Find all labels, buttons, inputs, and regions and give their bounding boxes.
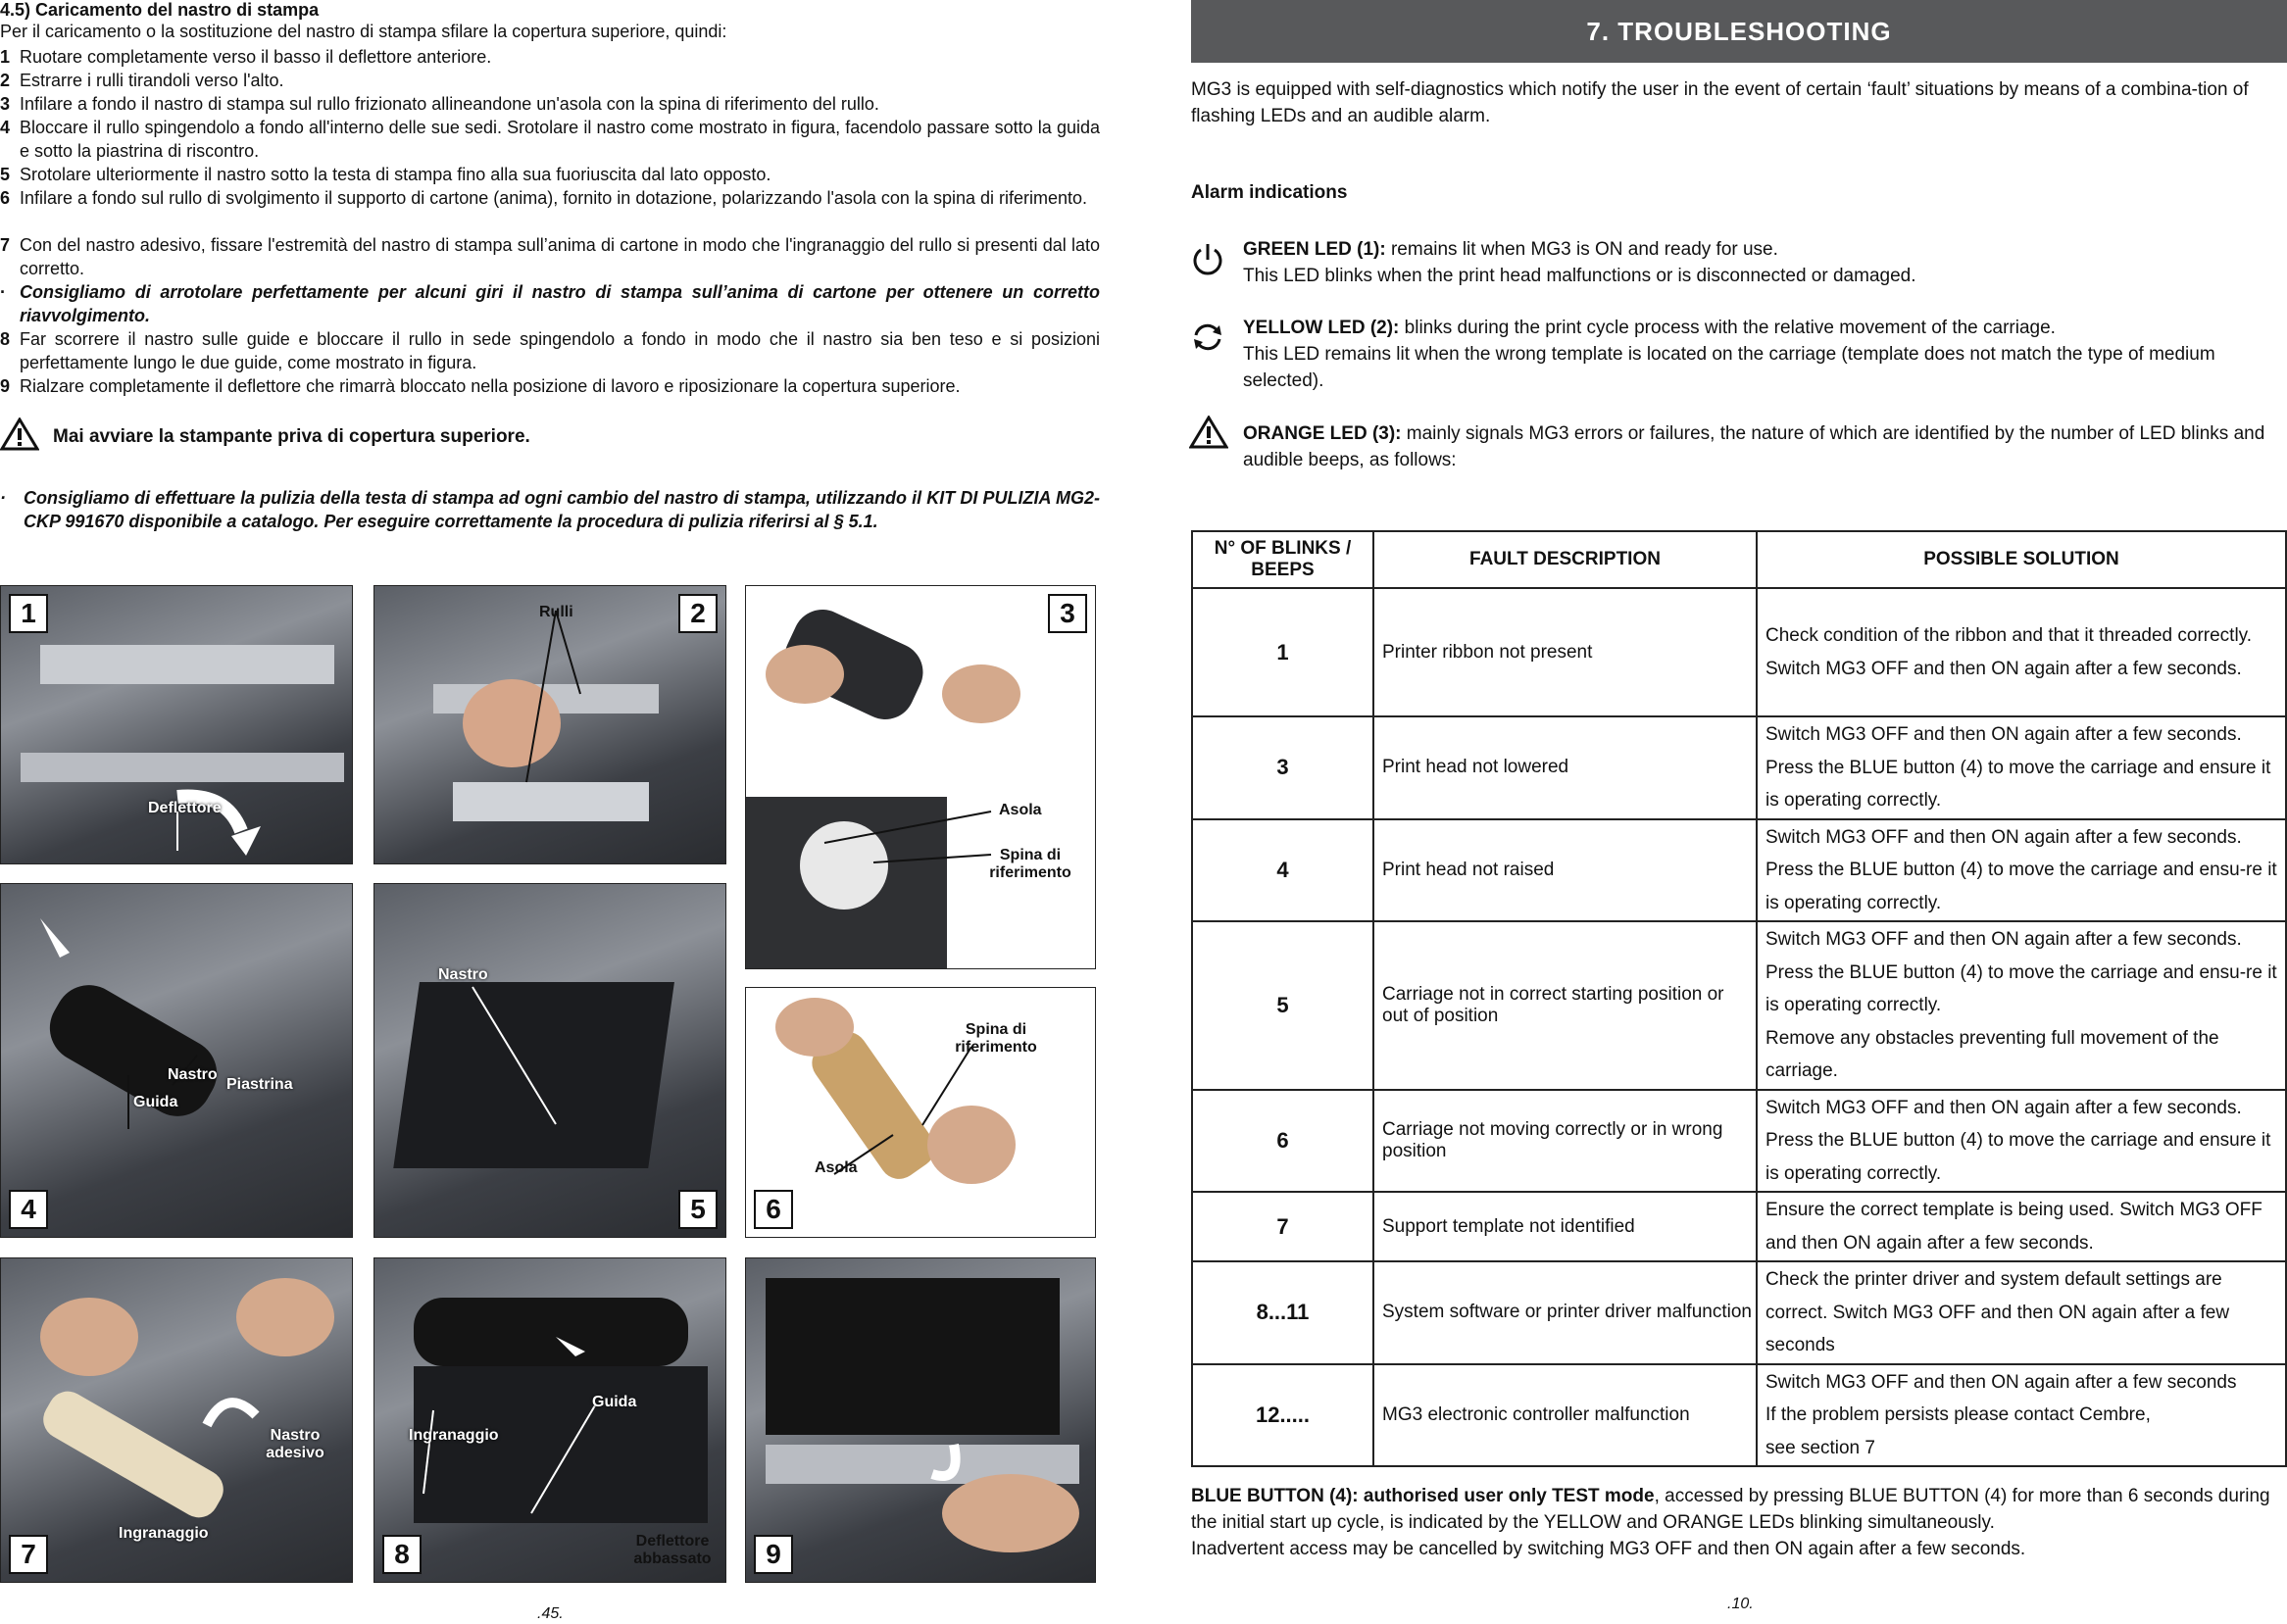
blink-count: 4 [1192,819,1373,922]
callout-label: Guida [133,1094,178,1110]
fault-description: Printer ribbon not present [1373,588,1757,716]
step-item [0,327,1100,374]
solution [1757,1261,2286,1364]
solution-line: Press the BLUE button (4) to move the carriage and ensu-re it is operating correctly. [1765,860,2277,913]
callout-label: Ingranaggio [409,1427,499,1444]
led-text: mainly signals MG3 errors or failures, the nature of which are identified by the number of LED blinks and audible beeps, as follows: [1243,423,2265,470]
rollers-illustration [374,586,725,863]
callout-label: Asola [999,802,1042,818]
photo-number: 5 [678,1190,718,1229]
blink-count: 5 [1192,921,1373,1090]
photo-step-6 [745,987,1096,1238]
table-row [1192,588,2286,716]
photo-number: 9 [754,1535,793,1574]
step-text: Infilare a fondo sul rullo di svolgimento il supporto di cartone (anima), fornito in dotazione, polarizzando l'asola con la spina di riferimento. [20,188,1088,208]
callout-label: Spina di riferimento [989,847,1071,881]
fault-description: Print head not raised [1373,819,1757,922]
warning-text: Mai avviare la stampante priva di copertura superiore. [53,426,530,447]
solution-line: Ensure the correct template is being used. Switch MG3 OFF and then ON again after a few seconds. [1765,1200,2262,1254]
solution [1757,819,2286,922]
blink-count: 7 [1192,1192,1373,1261]
step-item [0,163,1100,186]
led-orange [1243,420,2282,473]
photo-step-1 [0,585,353,864]
alarm-title: Alarm indications [1191,182,1348,203]
step-text: Infilare a fondo il nastro di stampa sul rullo frizionato allineandone un'asola con la spina di riferimento del rullo. [20,94,879,114]
solution-line: Switch MG3 OFF and then ON again after a few seconds [1765,1371,2237,1393]
photo-step-5 [373,883,726,1238]
table-row [1192,1090,2286,1193]
photo-number: 1 [9,594,48,633]
fault-table [1191,530,2287,1467]
led-text: remains lit when MG3 is ON and ready for use. [1385,239,1778,260]
solution-line: Switch MG3 OFF and then ON again after a few seconds. [1765,929,2242,950]
column-header-blinks [1192,531,1373,588]
step-item [0,374,1100,398]
blue-button-note [1191,1483,2287,1562]
callout-label: Guida [592,1394,637,1410]
step-item [0,92,1100,116]
bullet: · [0,488,6,508]
step-text: Rialzare completamente il deflettore che rimarrà bloccato nella posizione di lavoro e riposizionare la copertura superiore. [20,376,961,396]
table-row [1192,819,2286,922]
tip-item [0,280,1100,327]
table-row [1192,921,2286,1090]
solution-line: Press the BLUE button (4) to move the carriage and ensure it is operating correctly. [1765,1130,2271,1184]
led-text-detail: This LED remains lit when the wrong template is located on the carriage (template does not match the type of medium selected). [1243,344,2215,391]
solution-line: Check condition of the ribbon and that it threaded correctly. [1765,625,2253,646]
header-text: POSSIBLE SOLUTION [1923,549,2119,569]
photo-step-7 [0,1257,353,1583]
refresh-icon [1189,319,1226,361]
section-intro: Per il caricamento o la sostituzione del nastro di stampa sfilare la copertura superiore, quindi: [0,22,727,41]
table-header-row [1192,531,2286,588]
fault-description: Support template not identified [1373,1192,1757,1261]
step-number: 6 [0,188,11,208]
closing-illustration [746,1258,1095,1582]
fault-description: Carriage not moving correctly or in wrong position [1373,1090,1757,1193]
solution [1757,1090,2286,1193]
solution-line: Remove any obstacles preventing full movement of the carriage. [1765,1027,2219,1081]
photo-step-9 [745,1257,1096,1583]
photo-number: 6 [754,1190,793,1229]
blink-count: 8...11 [1192,1261,1373,1364]
photo-number: 2 [678,594,718,633]
callout-label: Nastro [168,1066,218,1083]
photo-step-8 [373,1257,726,1583]
callout-label: Deflettore abbassato [633,1533,712,1567]
column-header-fault [1373,531,1757,588]
table-row [1192,716,2286,819]
step-text: Ruotare completamente verso il basso il deflettore anteriore. [20,47,492,67]
page-title: 7. TROUBLESHOOTING [1191,0,2287,63]
solution [1757,1364,2286,1467]
callout-label: Rulli [539,604,573,620]
led-label: ORANGE LED (3): [1243,423,1402,444]
step-item [0,233,1100,280]
step-text: Srotolare ulteriormente il nastro sotto la testa di stampa fino alla sua fuoriuscita dal lato opposto. [20,165,771,184]
warning-icon [1189,416,1228,454]
section-title: 4.5) Caricamento del nastro di stampa [0,0,320,20]
step-number: 1 [0,47,11,67]
step-item [0,186,1100,210]
led-label: YELLOW LED (2): [1243,318,1400,338]
blink-count: 1 [1192,588,1373,716]
step-text: Con del nastro adesivo, fissare l'estremità del nastro di stampa sull’anima di cartone in modo che l'ingranaggio del rullo si presenti dal lato corretto. [20,235,1100,278]
roller-hands-illustration [746,586,1095,968]
bullet: · [0,282,6,302]
step-number: 4 [0,118,11,137]
step-number: 8 [0,329,11,349]
blue-note-text-2: Inadvertent access may be cancelled by switching MG3 OFF and then ON again after a few seconds. [1191,1539,2026,1559]
led-text-detail: This LED blinks when the print head malfunctions or is disconnected or damaged. [1243,266,1916,286]
solution-line: Switch MG3 OFF and then ON again after a few seconds. [1765,826,2242,848]
page-number: .10. [1727,1596,1754,1612]
step-text: Far scorrere il nastro sulle guide e bloccare il rullo in sede spingendolo a fondo in modo che il nastro sia ben teso e si posizioni perfettamente lungo le due guide, come mostrato in figura. [20,329,1100,372]
fault-description: Carriage not in correct starting position or out of position [1373,921,1757,1090]
callout-label: Nastro adesivo [266,1427,324,1461]
photo-step-3 [745,585,1096,969]
step-item [0,45,1100,69]
callout-label: Piastrina [226,1076,293,1093]
fault-description: Print head not lowered [1373,716,1757,819]
photo-number: 8 [382,1535,422,1574]
solution [1757,588,2286,716]
header-text: FAULT DESCRIPTION [1469,549,1661,569]
blink-count: 3 [1192,716,1373,819]
solution-line: Check the printer driver and system default settings are correct. Switch MG3 OFF and then ON again after a few seconds [1765,1269,2230,1355]
blue-note-label: BLUE BUTTON (4): authorised user only TEST mode [1191,1486,1655,1506]
step-text: Estrarre i rulli tirandoli verso l'alto. [20,71,284,90]
solution-line: Switch MG3 OFF and then ON again after a few seconds. [1765,724,2242,745]
blink-count: 12..... [1192,1364,1373,1467]
led-yellow [1243,315,2282,394]
tip-text: Consigliamo di arrotolare perfettamente per alcuni giri il nastro di stampa sull’anima di cartone per ottenere un corretto riavvolgimento. [20,282,1100,325]
section-intro: MG3 is equipped with self-diagnostics which notify the user in the event of certain ‘fault’ situations by means of a combina-tion of flashing LEDs and an audible alarm. [1191,79,2249,126]
header-text: N° OF BLINKS / BEEPS [1214,538,1352,580]
blue-note-text: , accessed by pressing BLUE BUTTON (4) for more than 6 seconds during the initial start up cycle, is indicated by the YELLOW and ORANGE LEDs blinking simultaneously. [1191,1486,2270,1533]
step-number: 5 [0,165,11,184]
photo-number: 3 [1048,594,1087,633]
step-number: 7 [0,235,11,255]
solution-line: Press the BLUE button (4) to move the carriage and ensu-re it is operating correctly. [1765,961,2277,1015]
solution [1757,1192,2286,1261]
callout-label: Deflettore [148,800,222,816]
step-text: Bloccare il rullo spingendolo a fondo all'interno delle sue sedi. Srotolare il nastro come mostrato in figura, facendolo passare sotto la guida e sotto la piastrina di riscontro. [20,118,1100,161]
photo-number: 4 [9,1190,48,1229]
power-icon [1189,241,1226,283]
led-text: blinks during the print cycle process with the relative movement of the carriage. [1399,318,2056,338]
table-row [1192,1192,2286,1261]
solution-line: Switch MG3 OFF and then ON again after a few seconds. [1765,658,2242,679]
column-header-solution [1757,531,2286,588]
photo-number: 7 [9,1535,48,1574]
table-row [1192,1364,2286,1467]
warning-line [0,418,530,457]
step-item [0,116,1100,163]
step-item [0,69,1100,92]
warning-icon [0,418,39,457]
step-number: 9 [0,376,11,396]
solution-line: Switch MG3 OFF and then ON again after a few seconds. [1765,1097,2242,1118]
step-number: 3 [0,94,11,114]
fault-description: System software or printer driver malfunction [1373,1261,1757,1364]
ribbon-loading-illustration [1,884,352,1237]
photo-step-4 [0,883,353,1238]
led-green [1243,236,2282,289]
callout-label: Nastro [438,966,488,983]
step-number: 2 [0,71,11,90]
solution-line: If the problem persists please contact Cembre, [1765,1404,2151,1425]
solution [1757,921,2286,1090]
fault-description: MG3 electronic controller malfunction [1373,1364,1757,1467]
cleaning-note-text: Consigliamo di effettuare la pulizia della testa di stampa ad ogni cambio del nastro di stampa, utilizzando il KIT DI PULIZIA MG2-CKP 991670 disponibile a catalogo. Per eseguire correttamente la procedura di pulizia riferirsi al § 5.1. [24,488,1100,531]
led-label: GREEN LED (1): [1243,239,1386,260]
callout-label: Spina di riferimento [955,1021,1037,1056]
solution [1757,716,2286,819]
table-row [1192,1261,2286,1364]
cleaning-note [0,486,1100,533]
ribbon-illustration [1,586,352,863]
callout-label: Ingranaggio [119,1525,209,1542]
solution-line: see section 7 [1765,1437,1875,1458]
page-number: .45. [537,1605,564,1622]
photo-step-2 [373,585,726,864]
ribbon-path-illustration [374,884,725,1237]
callout-label: Asola [815,1159,858,1176]
solution-line: Press the BLUE button (4) to move the carriage and ensure it is operating correctly. [1765,757,2271,811]
blink-count: 6 [1192,1090,1373,1193]
